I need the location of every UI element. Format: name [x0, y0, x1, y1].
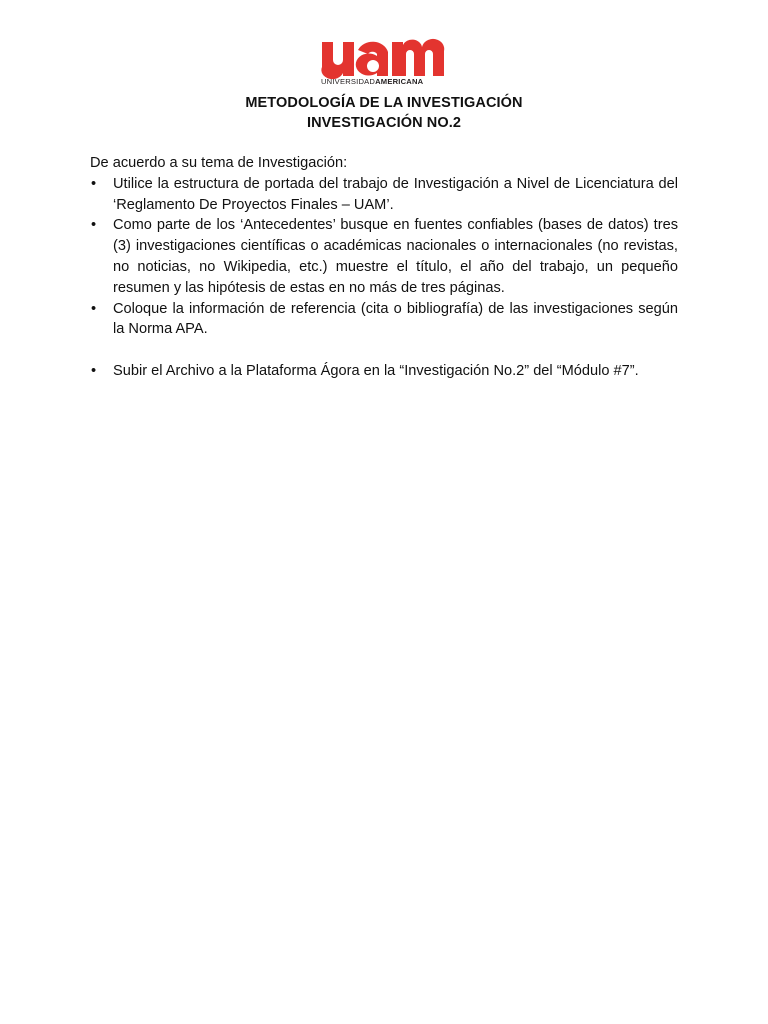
uam-logo: [320, 38, 448, 86]
list-item: [90, 299, 678, 341]
bullet-icon: •: [91, 175, 97, 192]
document-body: [90, 153, 678, 382]
list-item: [90, 361, 678, 382]
svg-text:UNIVERSIDADAMERICANA: UNIVERSIDADAMERICANA: [321, 77, 424, 86]
instruction-list: [90, 174, 678, 382]
bullet-icon: •: [91, 217, 97, 234]
document-subtitle: INVESTIGACIÓN NO.2: [306, 115, 462, 131]
list-item-text: Como parte de los ‘Antecedentes’ busque en fuentes confiables (bases de datos) tres (3) investigaciones científicas o académicas nacionales o internacionales (no revistas, no noticias, no Wikipedia, etc.) muestre el título, el año del trabajo, un pequeño resumen y las hipótesis de estas en no más de tres páginas.: [113, 217, 678, 296]
list-item: [90, 174, 678, 216]
bullet-icon: •: [91, 362, 97, 379]
document-title: METODOLOGÍA DE LA INVESTIGACIÓN: [245, 95, 523, 111]
list-item-text: Coloque la información de referencia (cita o bibliografía) de las investigaciones según la Norma APA.: [113, 300, 678, 338]
list-item-text: Subir el Archivo a la Plataforma Ágora en la “Investigación No.2” del “Módulo #7”.: [113, 362, 639, 379]
intro-text: De acuerdo a su tema de Investigación:: [90, 155, 348, 171]
bullet-icon: •: [91, 300, 97, 317]
list-item: [90, 215, 678, 298]
list-item-text: Utilice la estructura de portada del trabajo de Investigación a Nivel de Licenciatura del ‘Reglamento De Proyectos Finales – UAM’.: [113, 175, 678, 213]
document-header: [0, 93, 768, 133]
